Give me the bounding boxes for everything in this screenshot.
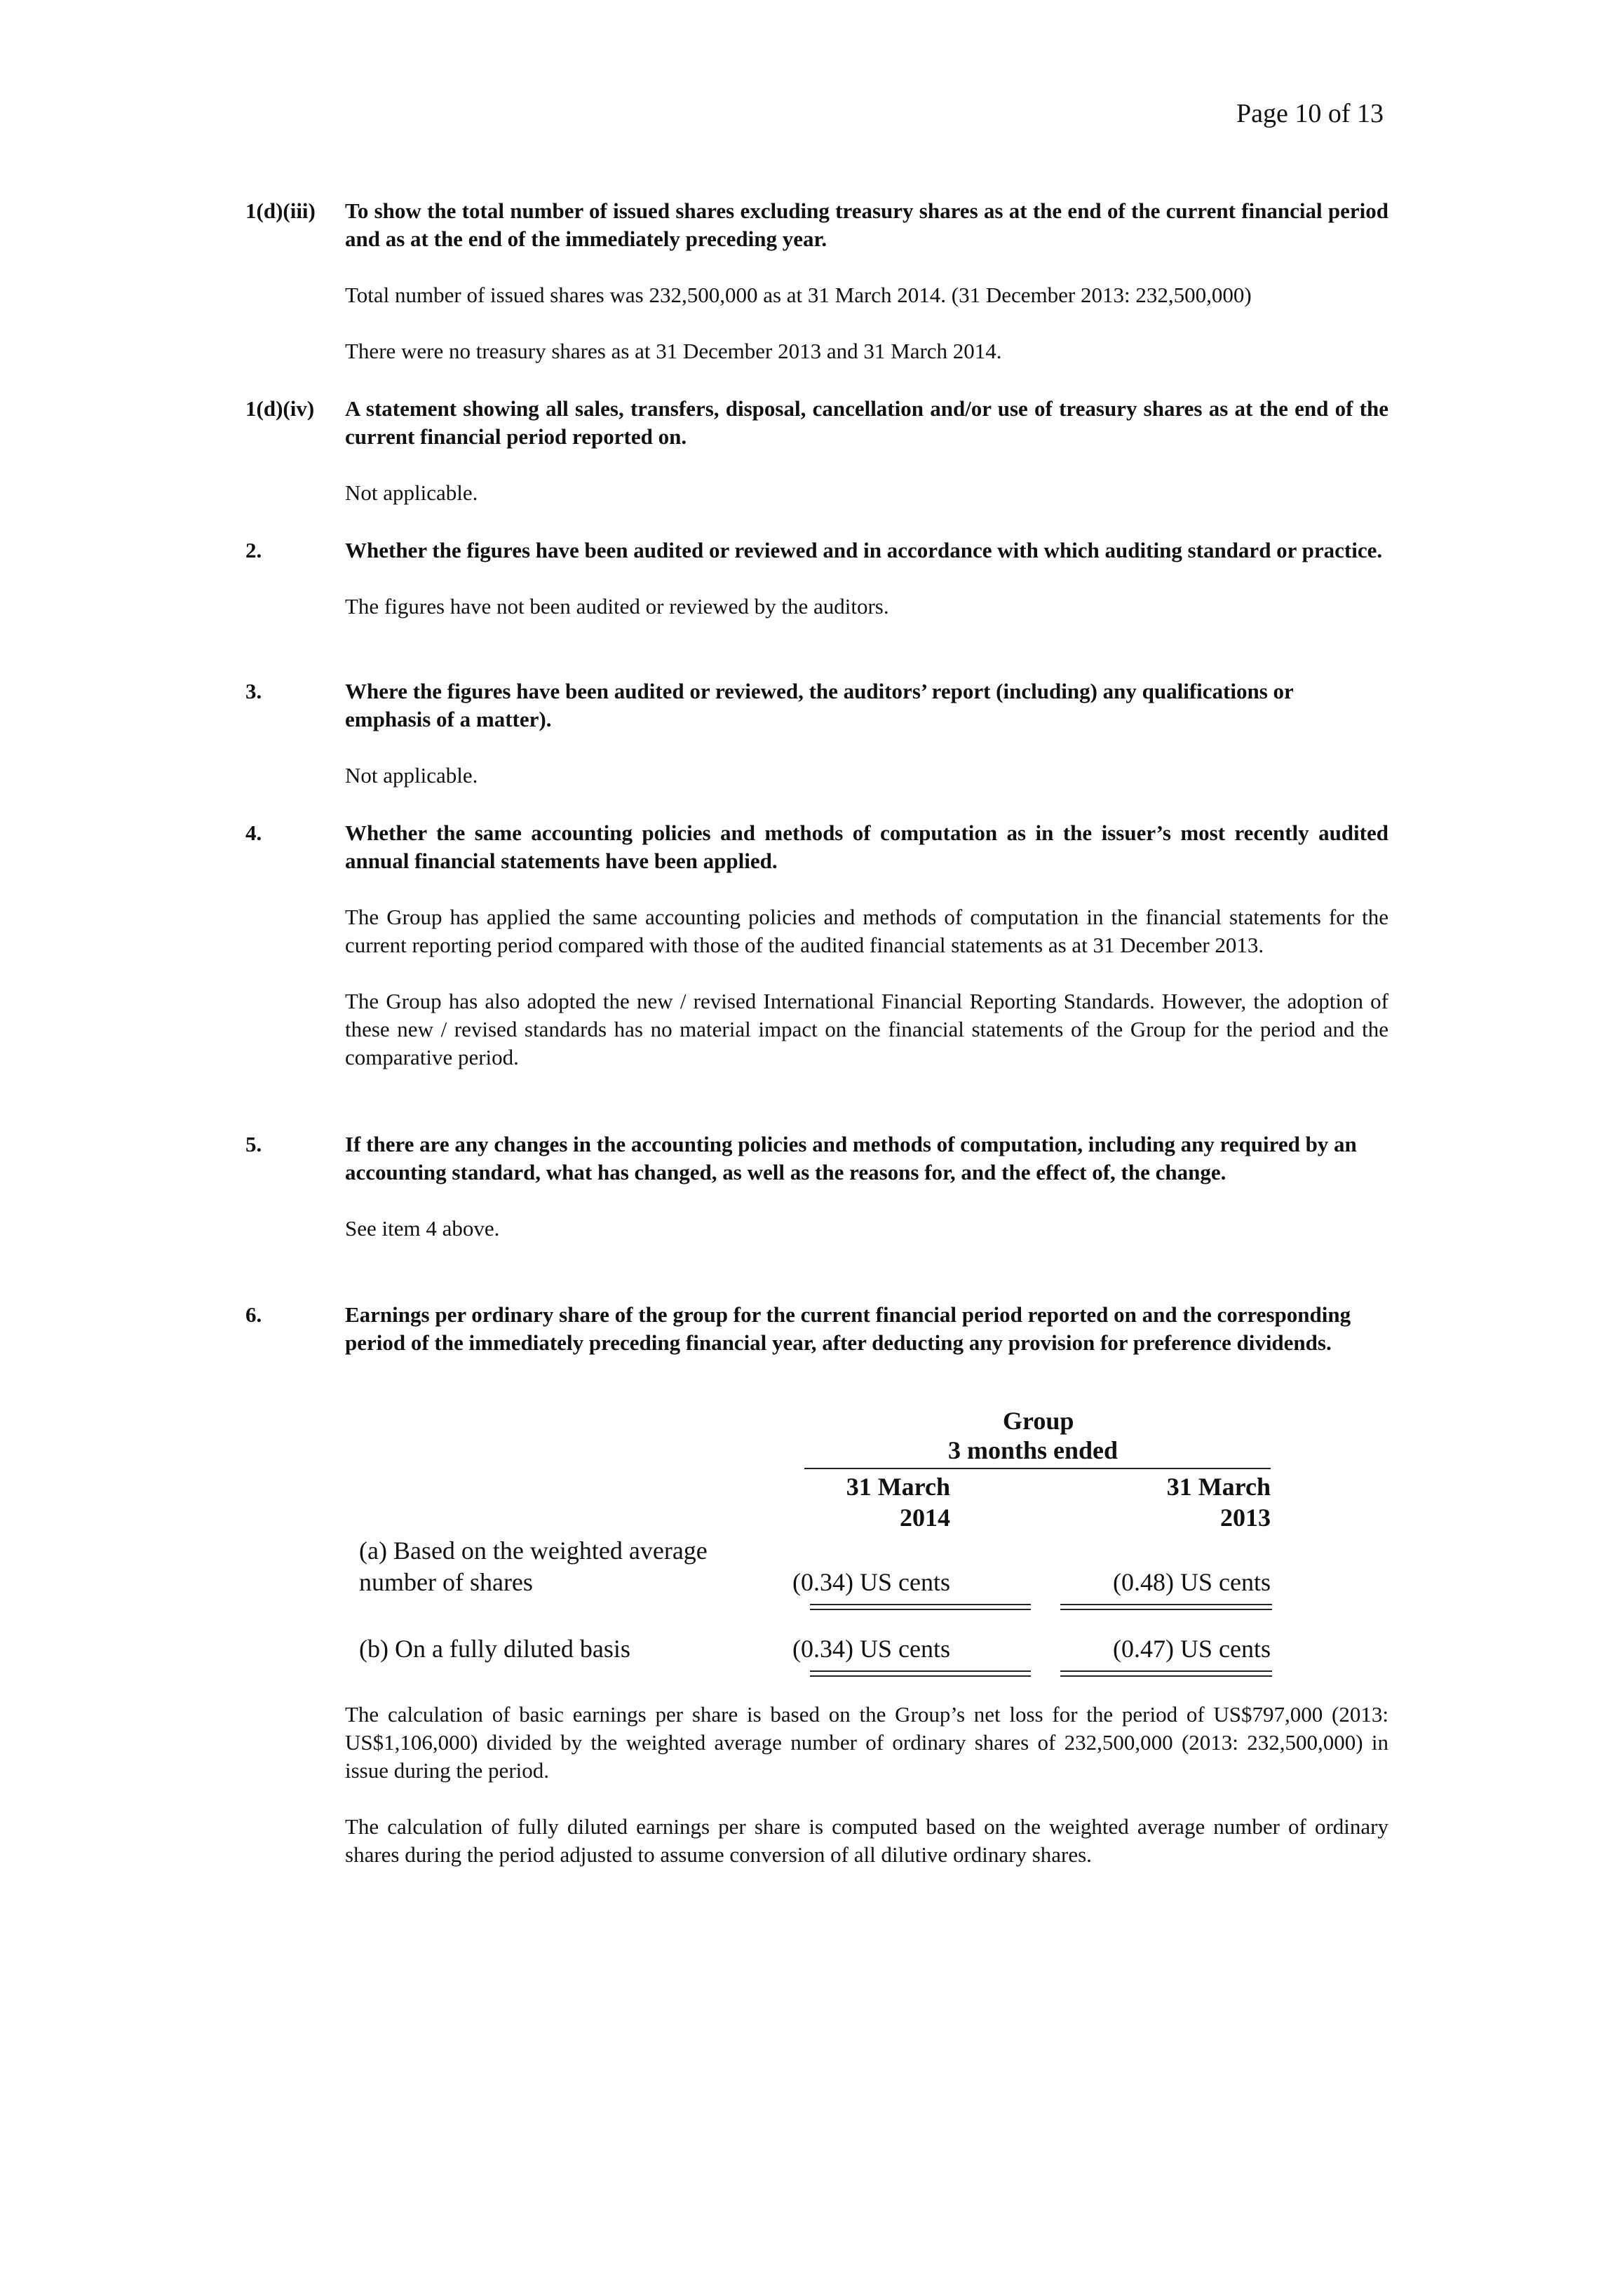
section-5 <box>245 1130 1388 1243</box>
section-paragraph: Total number of issued shares was 232,500,000 as at 31 March 2014. (31 December 2013: 232,500,000) <box>345 283 1252 307</box>
section-4 <box>245 819 1388 1072</box>
section-paragraph: Not applicable. <box>345 480 478 505</box>
section-number: 6. <box>245 1302 262 1327</box>
section-number: 2. <box>245 538 262 562</box>
section-3 <box>245 677 1388 790</box>
eps-note-basic: The calculation of basic earnings per share is based on the Group’s net loss for the period of US$797,000 (2013: US$1,106,000) divided by the weighted average number of ordinary shares of 232,500,000 (2013: 232,500,000) in issue during the period. <box>345 1702 1388 1783</box>
section-paragraph: See item 4 above. <box>345 1216 500 1241</box>
eps-table <box>345 1406 1285 1687</box>
section-paragraph: The Group has applied the same accounting policies and methods of computation in the financial statements for the current reporting period compared with those of the audited financial statements as at 31 December 2013. <box>345 905 1388 957</box>
section-1diii <box>245 197 1388 365</box>
row-a-double-rule <box>810 1604 1031 1610</box>
eps-row-b-label: (b) On a fully diluted basis <box>359 1635 630 1663</box>
section-heading: Whether the same accounting policies and methods of computation as in the issuer’s most recently audited annual financial statements have been applied. <box>345 821 1388 873</box>
section-heading: If there are any changes in the accounting policies and methods of computation, including any required by an accounting standard, what has changed, as well as the reasons for, and the effect of, the change. <box>345 1132 1357 1184</box>
section-number: 1(d)(iii) <box>245 198 316 223</box>
eps-row-a-label: (a) Based on the weighted average <box>359 1537 708 1565</box>
section-2 <box>245 536 1388 621</box>
row-b-double-rule <box>1060 1670 1272 1677</box>
section-heading: Whether the figures have been audited or reviewed and in accordance with which auditing standard or practice. <box>345 538 1383 562</box>
section-heading: To show the total number of issued shares excluding treasury shares as at the end of the current financial period and as at the end of the immediately preceding year. <box>345 198 1388 251</box>
eps-col1-year: 2014 <box>900 1504 950 1532</box>
row-a-double-rule <box>1060 1604 1272 1610</box>
section-paragraph: Not applicable. <box>345 763 478 788</box>
eps-notes <box>245 1701 1388 1869</box>
section-paragraph: The Group has also adopted the new / revised International Financial Reporting Standards. However, the adoption of these new / revised standards has no material impact on the financial statements of the Group for the period and the comparative period. <box>345 989 1388 1069</box>
section-heading: Earnings per ordinary share of the group for the current financial period reported on and the corresponding period of the immediately preceding financial year, after deducting any provision for preference dividends. <box>345 1302 1351 1355</box>
eps-col1-header: 31 March <box>846 1473 950 1501</box>
section-6 <box>245 1301 1388 1357</box>
eps-note-diluted: The calculation of fully diluted earnings per share is computed based on the weighted average number of ordinary shares during the period adjusted to assume conversion of all dilutive ordinary shares. <box>345 1814 1388 1867</box>
section-paragraph: The figures have not been audited or reviewed by the auditors. <box>345 594 889 619</box>
eps-row-a-label: number of shares <box>359 1568 533 1596</box>
header-rule <box>804 1468 1271 1469</box>
section-number: 4. <box>245 821 262 845</box>
eps-period-header: 3 months ended <box>948 1436 1118 1464</box>
page-number: Page 10 of 13 <box>1236 99 1384 128</box>
eps-row-a-value-2013: (0.48) US cents <box>1113 1568 1271 1596</box>
section-number: 1(d)(iv) <box>245 396 315 421</box>
eps-col2-header: 31 March <box>1166 1473 1271 1501</box>
section-number: 5. <box>245 1132 262 1156</box>
section-heading: Where the figures have been audited or reviewed, the auditors’ report (including) any qualifications or emphasis of a matter). <box>345 679 1294 731</box>
section-paragraph: There were no treasury shares as at 31 December 2013 and 31 March 2014. <box>345 339 1002 363</box>
eps-row-b-value-2013: (0.47) US cents <box>1113 1635 1271 1663</box>
eps-col2-year: 2013 <box>1220 1504 1271 1532</box>
eps-group-header: Group <box>1003 1407 1074 1435</box>
section-1div <box>245 395 1388 507</box>
eps-row-b-value-2014: (0.34) US cents <box>792 1635 950 1663</box>
eps-row-a-value-2014: (0.34) US cents <box>792 1568 950 1596</box>
section-heading: A statement showing all sales, transfers, disposal, cancellation and/or use of treasury shares as at the end of the current financial period reported on. <box>345 396 1388 449</box>
section-number: 3. <box>245 679 262 703</box>
row-b-double-rule <box>810 1670 1031 1677</box>
